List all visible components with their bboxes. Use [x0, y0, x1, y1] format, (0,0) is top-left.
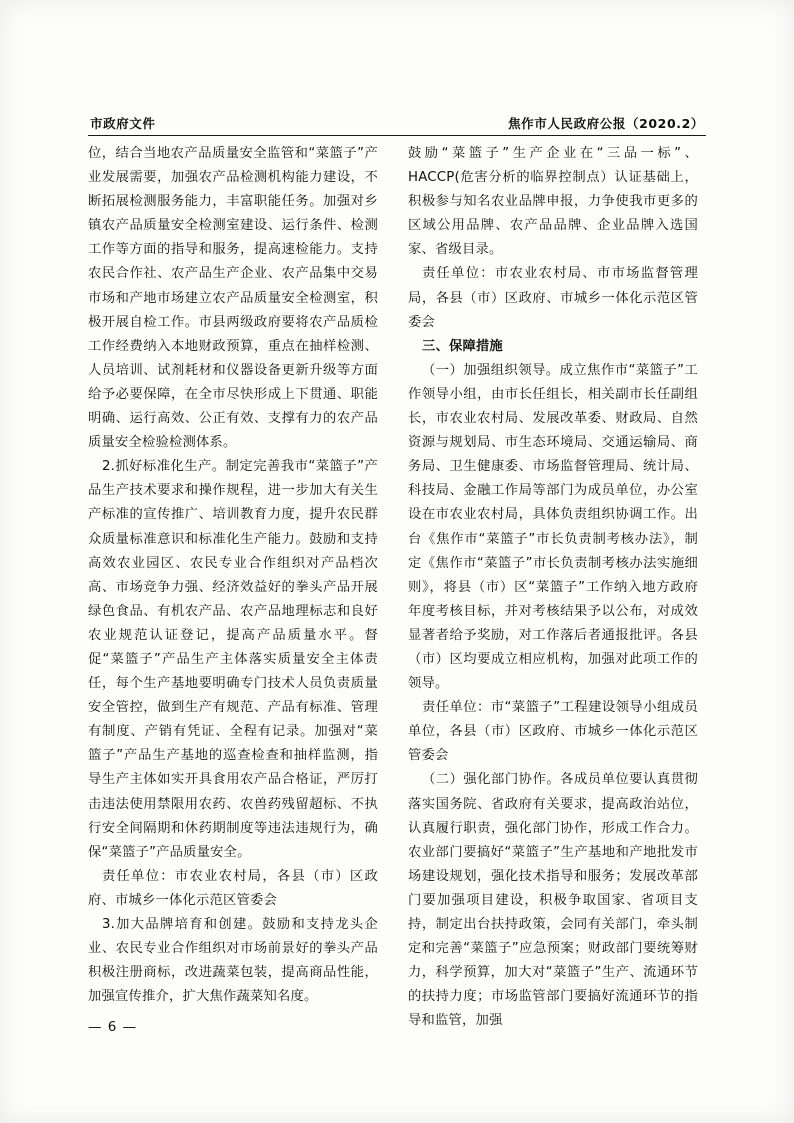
- two-column-body: [88, 142, 710, 1029]
- left-column: [88, 142, 378, 1005]
- paragraph: 鼓励“菜篮子”生产企业在“三品一标”、HACCP(危害分析的临界控制点）认证基础上，积极参与知名农业品牌申报，力争使我市更多的区域公用品牌、农产品品牌、企业品牌入选国家、省级目录。: [408, 146, 698, 258]
- right-column: [408, 142, 699, 1029]
- subsection-body: 成立焦作市“菜篮子”工作领导小组，由市长任组长，相关副市长任副组长，市农业农村局、发展改革委、财政局、自然资源与规划局、市生态环境局、交通运输局、商务局、卫生健康委、市场监督管理局、统计局、科技局、金融工作局等部门为成员单位，办公室设在市农业农村局，具体负责组织协调工作。出台《焦作市“菜篮子”市长负责制考核办法》，制定《焦作市“菜篮子”市长负责制考核办法实施细则》，将县（市）区“菜篮子”工作纳入地方政府年度考核目标，并对考核结果予以公布，对成效显著者给予奖励，对工作落后者通报批评。各县（市）区均要成立相应机构，加强对此项工作的领导。: [408, 362, 699, 692]
- header-divider: [88, 135, 706, 136]
- subsection-heading: （一）加强组织领导。: [421, 362, 560, 378]
- section-heading: 三、保障措施: [421, 338, 503, 354]
- paragraph: 2.抓好标准化生产。制定完善我市“菜篮子”产品生产技术要求和操作规程，进一步加大有关生产标准的宣传推广、培训教育力度，提升农民群众质量标准意识和标准化生产能力。鼓励和支持高效农业园区、农民专业合作组织对产品档次高、市场竞争力强、经济效益好的拳头产品开展绿色食品、有机农产品、农产品地理标志和良好农业规范认证登记，提高产品质量水平。督促“菜篮子”产品生产主体落实质量安全主体责任，每个生产基地要明确专门技术人员负责质量安全管控，做到生产有规范、产品有标准、管理有制度、产销有凭证、全程有记录。加强对“菜篮子”产品生产基地的巡查检查和抽样监测，指导生产主体如实开具食用农产品合格证，严厉打击违法使用禁限用农药、农兽药残留超标、不执行安全间隔期和休药期制度等违法违规行为，确保“菜篮子”产品质量安全。: [88, 459, 378, 860]
- responsible-unit-paragraph: 责任单位：市农业农村局，各县（市）区政府、市城乡一体化示范区管委会: [88, 868, 378, 908]
- subsection-body: 各成员单位要认真贯彻落实国务院、省政府有关要求，提高政治站位，认真履行职责，强化部门协作，形成工作合力。农业部门要搞好“菜篮子”生产基地和产地批发市场建设规划，强化技术指导和服务；发展改革部门要加强项目建设，积极争取国家、省项目支持，制定出台扶持政策，会同有关部门，牵头制定和完善“菜篮子”应急预案；财政部门要统筹财力，科学预算，加大对“菜篮子”生产、流通环节的扶持力度；市场监管部门要搞好流通环节的指导和监管，加强: [408, 772, 699, 1029]
- subsection-heading: （二）强化部门协作。: [421, 772, 561, 788]
- header-left-title: 市政府文件: [90, 116, 156, 131]
- responsible-unit-paragraph: 责任单位：市“菜篮子”工程建设领导小组成员单位，各县（市）区政府、市城乡一体化示范区管委会: [408, 700, 698, 764]
- page-number: — 6 —: [88, 1019, 138, 1035]
- paragraph: 位，结合当地农产品质量安全监管和“菜篮子”产业发展需要，加强农产品检测机构能力建设，不断拓展检测服务能力，丰富职能任务。加强对乡镇农产品质量安全检测室建设、运行条件、检测工作等方面的指导和服务，提高速检能力。支持农民合作社、农产品生产企业、农产品集中交易市场和产地市场建立农产品质量安全检测室，积极开展自检工作。市县两级政府要将农产品质检工作经费纳入本地财政预算，重点在抽样检测、人员培训、试剂耗材和仪器设备更新升级等方面给予必要保障，在全市尽快形成上下贯通、职能明确、运行高效、公正有效、支撑有力的农产品质量安全检验检测体系。: [88, 146, 378, 451]
- header-right-title: 焦作市人民政府公报（2020.2）: [508, 116, 704, 131]
- paragraph: [408, 768, 698, 1033]
- paragraph: 3.加大品牌培育和创建。鼓励和支持龙头企业、农民专业合作组织对市场前景好的拳头产品积极注册商标，改进蔬菜包装，提高商品性能，加强宣传推介，扩大焦作蔬菜知名度。: [88, 917, 378, 1005]
- page-header: [88, 108, 706, 132]
- responsible-unit-paragraph: 责任单位：市农业农村局、市市场监督管理局，各县（市）区政府、市城乡一体化示范区管委会: [408, 266, 698, 330]
- paragraph: [408, 359, 698, 696]
